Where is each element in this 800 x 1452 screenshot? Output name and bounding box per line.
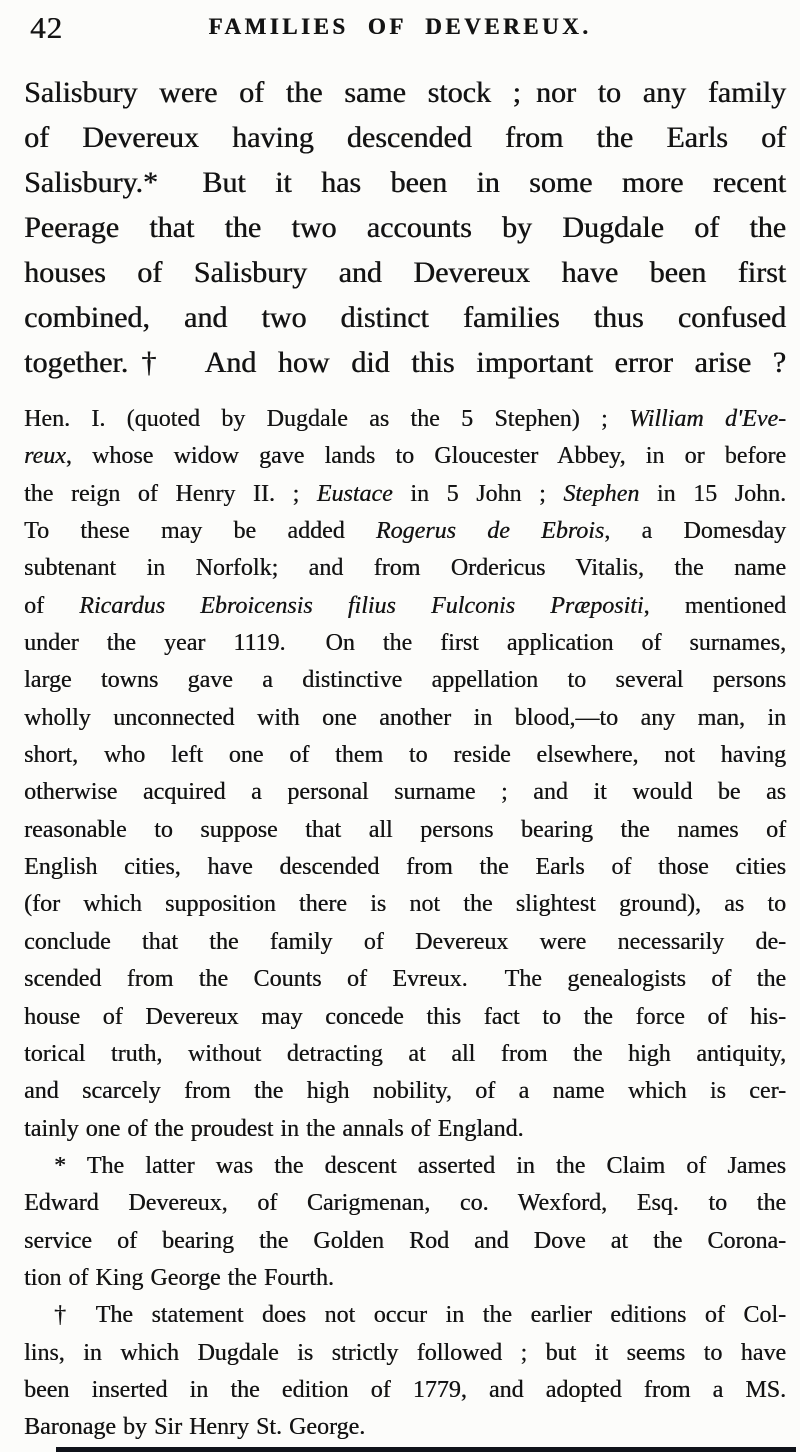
- body-line: together.† And how did this important error arise ?: [24, 346, 786, 379]
- footnote-line: [24, 1073, 786, 1110]
- footnote-line: [24, 1335, 786, 1372]
- italic-text-segment: Ricardus Ebroicensis filius Fulconis Præpositi: [79, 592, 644, 619]
- footnote-line: [24, 476, 786, 513]
- text-segment: * The latter was the descent asserted in the Claim of James: [54, 1152, 786, 1179]
- page-header: [28, 8, 772, 48]
- text-segment: Edward Devereux, of Carigmenan, co. Wexford, Esq. to the: [24, 1190, 786, 1217]
- footnote-line: [24, 588, 786, 625]
- footnote-line: [24, 849, 786, 886]
- text-segment: short, who left one of them to reside elsewhere, not having: [24, 742, 786, 769]
- footnote-line: [24, 812, 786, 849]
- page-number: 42: [30, 10, 63, 45]
- text-segment: torical truth, without detracting at all from the high antiquity,: [24, 1040, 786, 1067]
- running-title: FAMILIES OF DEVEREUX.: [208, 14, 592, 39]
- footnote-line: [24, 1409, 786, 1446]
- text-segment: † The statement does not occur in the earlier editions of Col-: [54, 1302, 786, 1329]
- footnote-line: [24, 1036, 786, 1073]
- text-segment: scended from the Counts of Evreux. The genealogists of the: [24, 966, 786, 993]
- footnote-line: [24, 737, 786, 774]
- footnote-line: [24, 401, 786, 438]
- italic-text-segment: Stephen: [563, 480, 640, 507]
- text-segment: been inserted in the edition of 1779, and adopted from a MS.: [24, 1376, 786, 1403]
- footnote-line: [24, 625, 786, 662]
- text-segment: tainly one of the proudest in the annals of England.: [24, 1115, 524, 1142]
- body-line: Peerage that the two accounts by Dugdale of the: [24, 211, 786, 244]
- text-segment: reasonable to suppose that all persons bearing the names of: [24, 816, 786, 843]
- body-line: houses of Salisbury and Devereux have been first: [24, 256, 786, 289]
- text-segment: To these may be added: [24, 518, 376, 545]
- body-line: Salisbury were of the same stock ; nor to any family: [24, 76, 786, 109]
- footnote-line: [24, 1372, 786, 1409]
- text-segment: , whose widow gave lands to Gloucester Abbey, in or before: [65, 443, 786, 470]
- italic-text-segment: Rogerus de Ebrois: [375, 518, 605, 545]
- text-segment: , mentioned: [643, 592, 786, 619]
- text-segment: tion of King George the Fourth.: [24, 1264, 334, 1291]
- text-segment: subtenant in Norfolk; and from Ordericus Vitalis, the name: [24, 555, 786, 582]
- footnote-line: [24, 1223, 786, 1260]
- text-segment: English cities, have descended from the Earls of those cities: [24, 854, 786, 881]
- footnote-block: [24, 401, 786, 1447]
- footnote-line: [24, 1148, 786, 1185]
- body-paragraph: [24, 70, 786, 385]
- footnote-line: [24, 961, 786, 998]
- text-segment: and scarcely from the high nobility, of a name which is cer-: [24, 1078, 786, 1105]
- body-line: of Devereux having descended from the Earls of: [24, 121, 786, 154]
- text-segment: , a Domesday: [604, 518, 787, 545]
- footnote-line: [24, 662, 786, 699]
- footnote-line: [24, 886, 786, 923]
- footnote-line: [24, 774, 786, 811]
- footnote-line: [24, 1185, 786, 1222]
- text-segment: wholly unconnected with one another in blood,—to any man, in: [24, 704, 786, 731]
- italic-text-segment: William d'Eve-: [628, 406, 787, 432]
- text-segment: otherwise acquired a personal surname ; and it would be as: [24, 779, 786, 806]
- footnote-line: [24, 513, 786, 550]
- text-segment: in 5 John ;: [392, 480, 564, 507]
- scan-edge-artifact: [56, 1447, 796, 1452]
- footnote-line: [24, 550, 786, 587]
- text-segment: the reign of Henry II. ;: [24, 480, 317, 507]
- text-segment: Baronage by Sir Henry St. George.: [24, 1414, 366, 1441]
- text-segment: of: [24, 592, 80, 619]
- body-line: Salisbury.* But it has been in some more recent: [24, 166, 786, 199]
- italic-text-segment: Eustace: [316, 480, 393, 507]
- footnote-line: [24, 1297, 786, 1334]
- text-segment: under the year 1119. On the first application of surnames,: [24, 630, 786, 657]
- text-segment: service of bearing the Golden Rod and Dove at the Corona-: [24, 1227, 786, 1254]
- text-segment: in 15 John.: [639, 480, 786, 507]
- body-line: combined, and two distinct families thus confused: [24, 301, 786, 334]
- italic-text-segment: reux: [24, 443, 66, 470]
- text-segment: (for which supposition there is not the slightest ground), as to: [24, 891, 786, 918]
- text-segment: large towns gave a distinctive appellation to several persons: [24, 667, 786, 694]
- text-segment: house of Devereux may concede this fact to the force of his-: [24, 1003, 786, 1030]
- footnote-line: [24, 924, 786, 961]
- text-segment: Hen. I. (quoted by Dugdale as the 5 Stephen) ;: [24, 406, 629, 432]
- footnote-line: [24, 700, 786, 737]
- text-segment: conclude that the family of Devereux were necessarily de-: [24, 928, 786, 955]
- text-segment: lins, in which Dugdale is strictly followed ; but it seems to have: [24, 1339, 786, 1366]
- footnote-line: [24, 1111, 786, 1148]
- footnote-line: [24, 999, 786, 1036]
- footnote-line: [24, 1260, 786, 1297]
- footnote-line: [24, 438, 786, 475]
